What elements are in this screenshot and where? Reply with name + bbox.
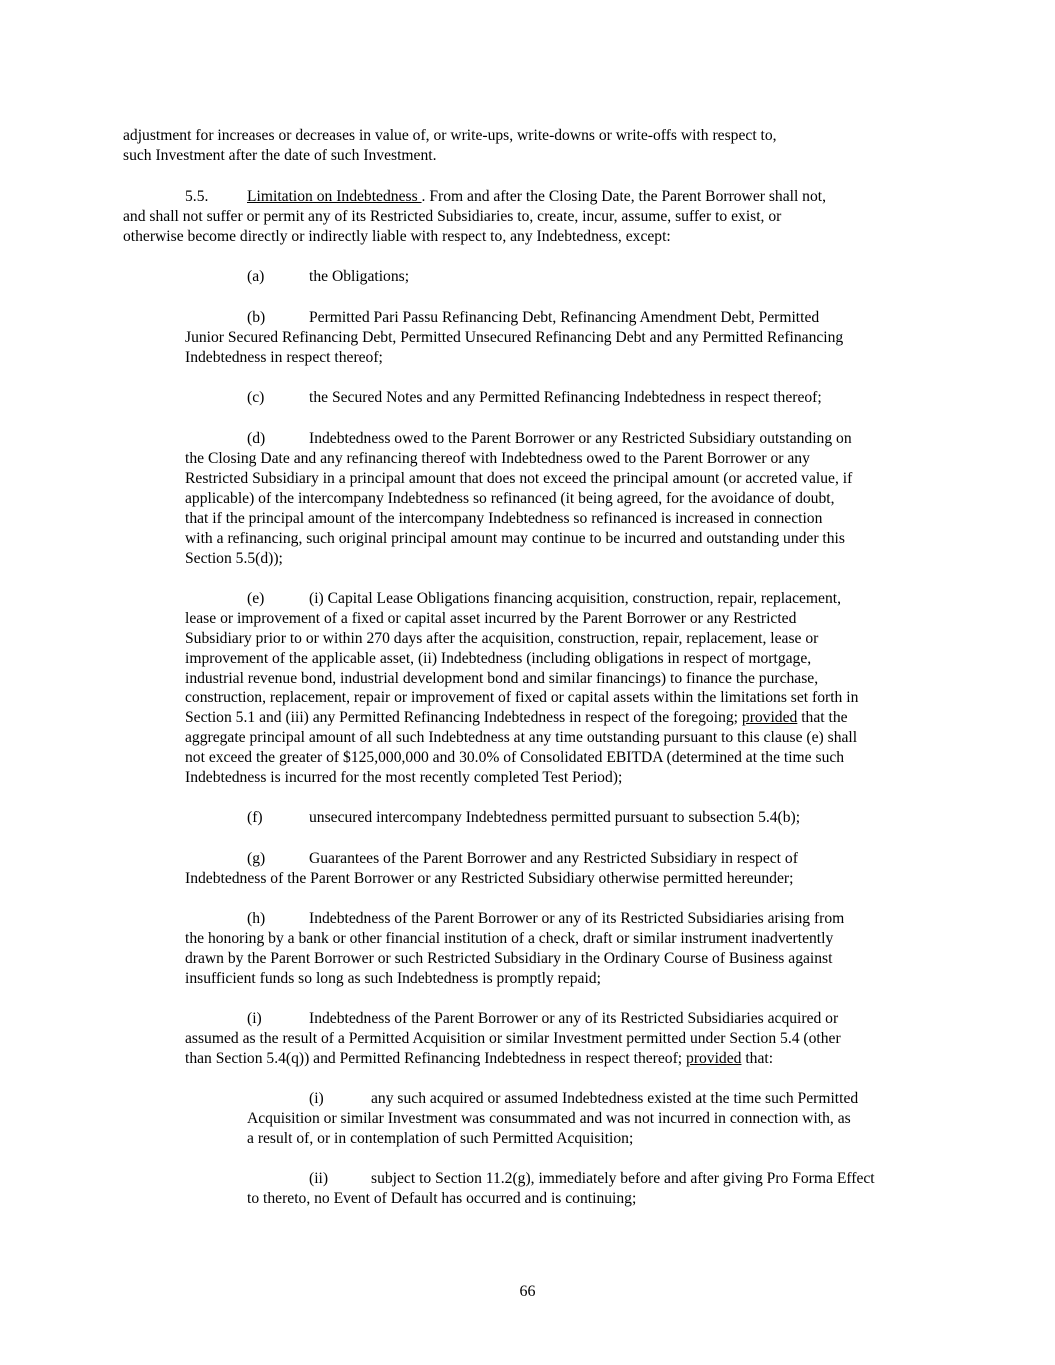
clause-label: (a) <box>247 268 265 285</box>
clause-line: (i) Capital Lease Obligations financing acquisition, construction, repair, replacement, <box>309 590 841 607</box>
clause-line-text: that: <box>741 1050 774 1067</box>
clause-line: improvement of the applicable asset, (ii) Indebtedness (including obligations in respect of mortgage, <box>185 650 812 667</box>
clause-line: Permitted Pari Passu Refinancing Debt, Refinancing Amendment Debt, Permitted <box>309 309 820 326</box>
subclause-label: (ii) <box>309 1170 329 1187</box>
clause-line: construction, replacement, repair or improvement of fixed or capital assets within the limitations set forth in <box>185 689 859 706</box>
clause-line: Indebtedness owed to the Parent Borrower or any Restricted Subsidiary outstanding on <box>309 430 852 447</box>
clause-line: the Obligations; <box>309 268 410 285</box>
subclause-line: subject to Section 11.2(g), immediately before and after giving Pro Forma Effect <box>371 1170 875 1187</box>
section-line: otherwise become directly or indirectly liable with respect to, any Indebtedness, except: <box>123 228 671 245</box>
clause-label: (h) <box>247 910 266 927</box>
clause-line: industrial revenue bond, industrial development bond and similar financings) to finance the purchase, <box>185 670 819 687</box>
clause-label: (b) <box>247 309 266 326</box>
clause-label: (f) <box>247 809 263 826</box>
section-line-text: . From and after the Closing Date, the Parent Borrower shall not, <box>421 188 827 205</box>
clause-line-text: that the <box>797 709 848 726</box>
subclause-label: (i) <box>309 1090 324 1107</box>
clause-line: Subsidiary prior to or within 270 days after the acquisition, construction, repair, replacement, lease or <box>185 630 819 647</box>
subclause-line: Acquisition or similar Investment was consummated and was not incurred in connection with, as <box>247 1110 851 1127</box>
section-number: 5.5. <box>185 188 209 205</box>
section-heading <box>247 187 826 207</box>
clause-line-text: than Section 5.4(q)) and Permitted Refinancing Indebtedness in respect thereof; <box>185 1050 687 1067</box>
page-number: 66 <box>519 1283 536 1300</box>
clause-line: the honoring by a bank or other financial institution of a check, draft or similar instrument inadvertently <box>185 930 834 947</box>
clause-line: drawn by the Parent Borrower or such Restricted Subsidiary in the Ordinary Course of Business against <box>185 950 833 967</box>
clause-line: Section 5.5(d)); <box>185 550 283 567</box>
clause-line: Indebtedness of the Parent Borrower or any of its Restricted Subsidiaries acquired or <box>309 1010 839 1027</box>
clause-line: Indebtedness of the Parent Borrower or any Restricted Subsidiary otherwise permitted hereunder; <box>185 870 794 887</box>
clause-line: Indebtedness in respect thereof; <box>185 349 383 366</box>
clause-line: Junior Secured Refinancing Debt, Permitted Unsecured Refinancing Debt and any Permitted Refinancing <box>185 329 844 346</box>
clause-line: Indebtedness of the Parent Borrower or any of its Restricted Subsidiaries arising from <box>309 910 845 927</box>
clause-line: lease or improvement of a fixed or capital asset incurred by the Parent Borrower or any Restricted <box>185 610 797 627</box>
clause-line: the Secured Notes and any Permitted Refinancing Indebtedness in respect thereof; <box>309 389 822 406</box>
section-line: and shall not suffer or permit any of its Restricted Subsidiaries to, create, incur, assume, suffer to exist, or <box>123 208 782 225</box>
subclause-line: a result of, or in contemplation of such Permitted Acquisition; <box>247 1130 634 1147</box>
clause-line: Restricted Subsidiary in a principal amount that does not exceed the principal amount (or accreted value, if <box>185 470 853 487</box>
subclause-line: any such acquired or assumed Indebtedness existed at the time such Permitted <box>371 1090 859 1107</box>
clause-label: (d) <box>247 430 266 447</box>
clause-label: (g) <box>247 850 266 867</box>
clause-line: applicable) of the intercompany Indebtedness so refinanced (it being agreed, for the avoidance of doubt, <box>185 490 835 507</box>
clause-line: not exceed the greater of $125,000,000 and 30.0% of Consolidated EBITDA (determined at the time such <box>185 749 845 766</box>
clause-line: Indebtedness is incurred for the most recently completed Test Period); <box>185 769 623 786</box>
clause-label: (e) <box>247 590 265 607</box>
provided-term: provided <box>741 709 798 726</box>
clause-line: with a refinancing, such original principal amount may continue to be incurred and outstanding under this <box>185 530 845 547</box>
section-title: Limitation on Indebtedness <box>247 188 422 205</box>
clause-line: insufficient funds so long as such Indebtedness is promptly repaid; <box>185 970 601 987</box>
clause-label: (c) <box>247 389 265 406</box>
clause-line: assumed as the result of a Permitted Acquisition or similar Investment permitted under Section 5.4 (other <box>185 1030 841 1047</box>
clause-line: Guarantees of the Parent Borrower and any Restricted Subsidiary in respect of <box>309 850 798 867</box>
clause-line: that if the principal amount of the intercompany Indebtedness so refinanced is increased in connection <box>185 510 823 527</box>
clause-line: unsecured intercompany Indebtedness permitted pursuant to subsection 5.4(b); <box>309 809 801 826</box>
clause-line: aggregate principal amount of all such Indebtedness at any time outstanding pursuant to this clause (e) shall <box>185 729 858 746</box>
intro-line: adjustment for increases or decreases in value of, or write-ups, write-downs or write-offs with respect to, <box>123 127 777 144</box>
clause-label: (i) <box>247 1010 262 1027</box>
clause-line <box>185 708 848 728</box>
clause-line: the Closing Date and any refinancing thereof with Indebtedness owed to the Parent Borrower or any <box>185 450 810 467</box>
intro-line: such Investment after the date of such Investment. <box>123 147 437 164</box>
subclause-line: to thereto, no Event of Default has occurred and is continuing; <box>247 1190 637 1207</box>
provided-term: provided <box>686 1050 742 1067</box>
clause-line-text: Section 5.1 and (iii) any Permitted Refinancing Indebtedness in respect of the foregoing; <box>185 709 742 726</box>
clause-line <box>185 1049 773 1069</box>
